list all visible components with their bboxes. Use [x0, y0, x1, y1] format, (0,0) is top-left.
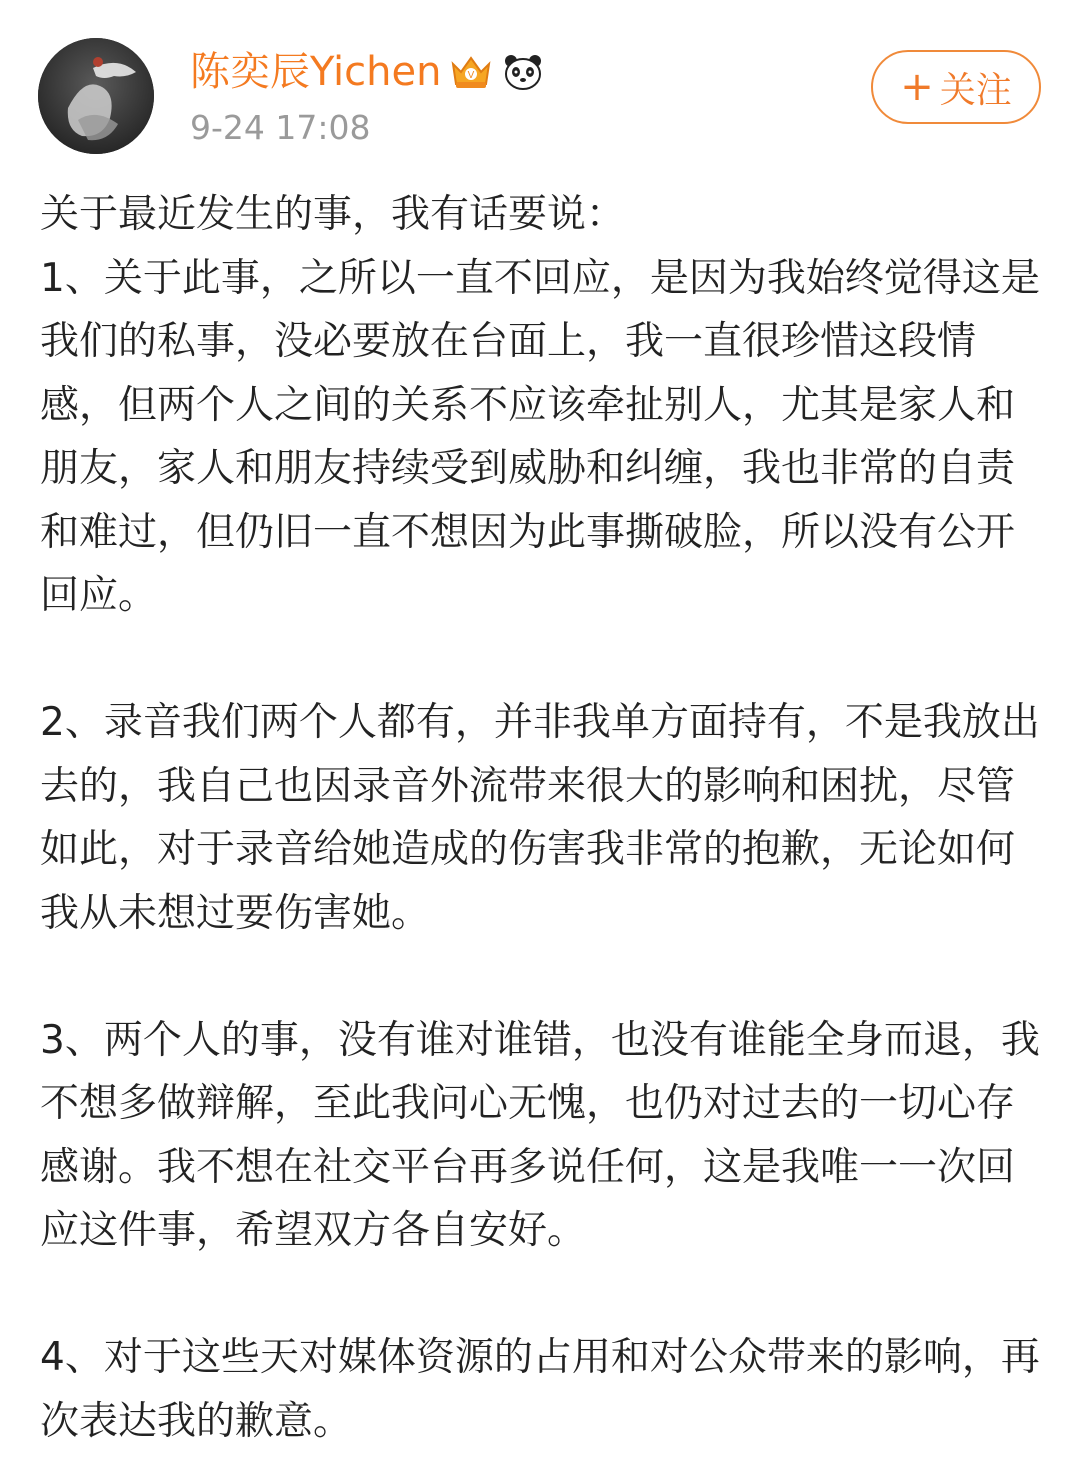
- paragraph-spacer: [40, 1263, 1040, 1327]
- author-name[interactable]: 陈奕辰Yichen: [190, 49, 442, 95]
- post-paragraph-intro: 关于最近发生的事，我有话要说：: [40, 192, 626, 237]
- svg-text:V: V: [468, 70, 475, 81]
- post-body: [40, 183, 1040, 1453]
- paragraph-spacer: [40, 945, 1040, 1009]
- post-paragraph-1: 1、关于此事，之所以一直不回应，是因为我始终觉得这是我们的私事，没必要放在台面上，我一直很珍惜这段情感，但两个人之间的关系不应该牵扯别人，尤其是家人和朋友，家人和朋友持续受到威胁和纠缠，我也非常的自责和难过，但仍旧一直不想因为此事撕破脸，所以没有公开回应。: [40, 255, 1040, 618]
- post-paragraph-4: 4、对于这些天对媒体资源的占用和对公众带来的影响，再次表达我的歉意。: [40, 1335, 1040, 1444]
- post-header: [0, 0, 1080, 160]
- panda-icon: [501, 52, 545, 92]
- follow-label: 关注: [939, 69, 1012, 111]
- post-paragraph-3: 3、两个人的事，没有谁对谁错，也没有谁能全身而退，我不想多做辩解，至此我问心无愧，也仍对过去的一切心存感谢。我不想在社交平台再多说任何，这是我唯一一次回应这件事，希望双方各自安好。: [40, 1017, 1040, 1253]
- paragraph-spacer: [40, 628, 1040, 692]
- plus-icon: +: [900, 64, 934, 110]
- post-paragraph-2: 2、录音我们两个人都有，并非我单方面持有，不是我放出去的，我自己也因录音外流带来很大的影响和困扰，尽管如此，对于录音给她造成的伤害我非常的抱歉，无论如何我从未想过要伤害她。: [40, 700, 1040, 936]
- follow-button[interactable]: [871, 50, 1041, 124]
- author-line: [190, 44, 545, 100]
- vip-crown-icon: [449, 52, 493, 92]
- avatar-image: [38, 38, 154, 154]
- post-timestamp: 9-24 17:08: [190, 108, 371, 147]
- avatar[interactable]: [38, 38, 154, 154]
